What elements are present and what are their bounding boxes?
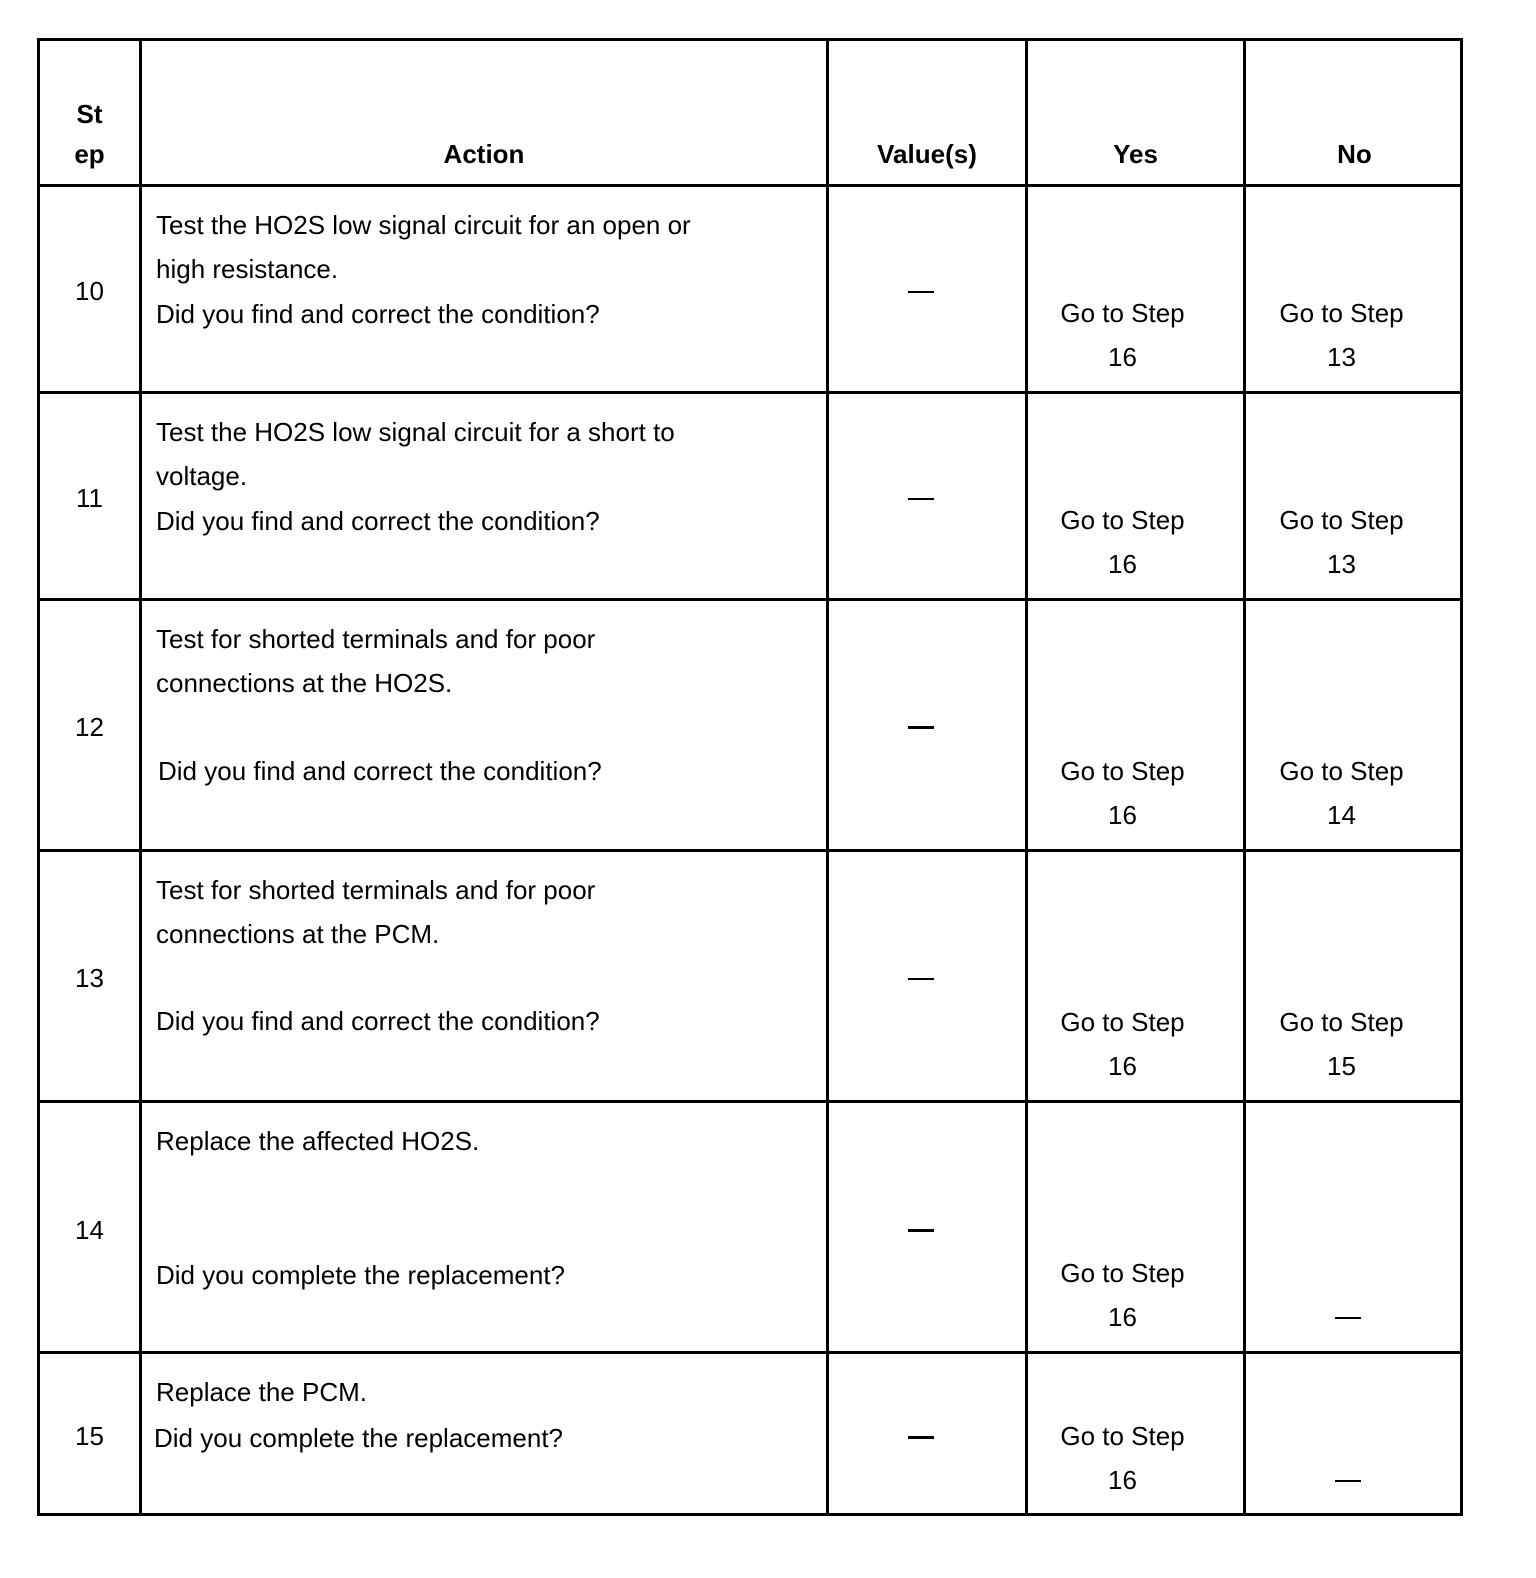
yes-go-to-step: Go to Step: [1060, 298, 1185, 328]
value-dash: [908, 498, 934, 500]
yes-go-to-step: Go to Step: [1060, 1007, 1185, 1037]
row-divider: [40, 1351, 1460, 1354]
column-divider: [826, 41, 829, 1513]
action-question: Did you complete the replacement?: [154, 1423, 564, 1453]
no-step-number: 13: [1327, 549, 1356, 579]
diagnostic-table: [37, 38, 1463, 1516]
no-step-number: 14: [1327, 800, 1356, 830]
yes-go-to-step: Go to Step: [1060, 505, 1185, 535]
action-line: connections at the HO2S.: [156, 668, 453, 698]
row-divider: [40, 391, 1460, 394]
header-step-line-1: St: [76, 99, 103, 129]
no-dash: [1335, 1317, 1361, 1319]
header-yes: Yes: [1113, 139, 1158, 169]
row-divider: [40, 849, 1460, 852]
action-line: voltage.: [156, 461, 248, 491]
header-values: Value(s): [877, 139, 977, 169]
step-number: 15: [75, 1421, 104, 1451]
action-line: Replace the PCM.: [156, 1377, 367, 1407]
step-number: 10: [75, 276, 104, 306]
yes-step-number: 16: [1108, 342, 1137, 372]
action-question: Did you find and correct the condition?: [156, 1006, 600, 1036]
row-divider: [40, 1100, 1460, 1103]
action-line: Replace the affected HO2S.: [156, 1126, 480, 1156]
action-question: Did you find and correct the condition?: [158, 756, 602, 786]
header-no: No: [1337, 139, 1372, 169]
no-step-number: 13: [1327, 342, 1356, 372]
yes-step-number: 16: [1108, 1302, 1137, 1332]
action-line: connections at the PCM.: [156, 919, 440, 949]
header-step-line-2: ep: [74, 139, 105, 169]
column-divider: [139, 41, 142, 1513]
action-line: Test the HO2S low signal circuit for an open or: [156, 210, 691, 240]
value-dash: [908, 726, 934, 729]
action-line: Test for shorted terminals and for poor: [156, 624, 596, 654]
action-line: Test for shorted terminals and for poor: [156, 875, 596, 905]
row-divider: [40, 598, 1460, 601]
step-number: 14: [75, 1215, 104, 1245]
yes-go-to-step: Go to Step: [1060, 1421, 1185, 1451]
no-go-to-step: Go to Step: [1279, 1007, 1404, 1037]
yes-go-to-step: Go to Step: [1060, 756, 1185, 786]
action-line: Test the HO2S low signal circuit for a short to: [156, 417, 675, 447]
value-dash: [908, 978, 934, 980]
value-dash: [908, 291, 934, 293]
action-question: Did you complete the replacement?: [156, 1260, 566, 1290]
step-number: 11: [76, 483, 103, 513]
action-question: Did you find and correct the condition?: [156, 299, 600, 329]
no-go-to-step: Go to Step: [1279, 505, 1404, 535]
yes-go-to-step: Go to Step: [1060, 1258, 1185, 1288]
header-action: Action: [443, 139, 525, 169]
no-go-to-step: Go to Step: [1279, 298, 1404, 328]
action-line: high resistance.: [156, 254, 339, 284]
step-number: 13: [75, 963, 104, 993]
no-go-to-step: Go to Step: [1279, 756, 1404, 786]
yes-step-number: 16: [1108, 1465, 1137, 1495]
yes-step-number: 16: [1108, 800, 1137, 830]
yes-step-number: 16: [1108, 1051, 1137, 1081]
yes-step-number: 16: [1108, 549, 1137, 579]
value-dash: [908, 1229, 934, 1232]
step-number: 12: [75, 712, 104, 742]
no-step-number: 15: [1327, 1051, 1356, 1081]
row-divider: [40, 184, 1460, 187]
action-question: Did you find and correct the condition?: [156, 506, 600, 536]
value-dash: [908, 1436, 934, 1439]
no-dash: [1335, 1480, 1361, 1482]
